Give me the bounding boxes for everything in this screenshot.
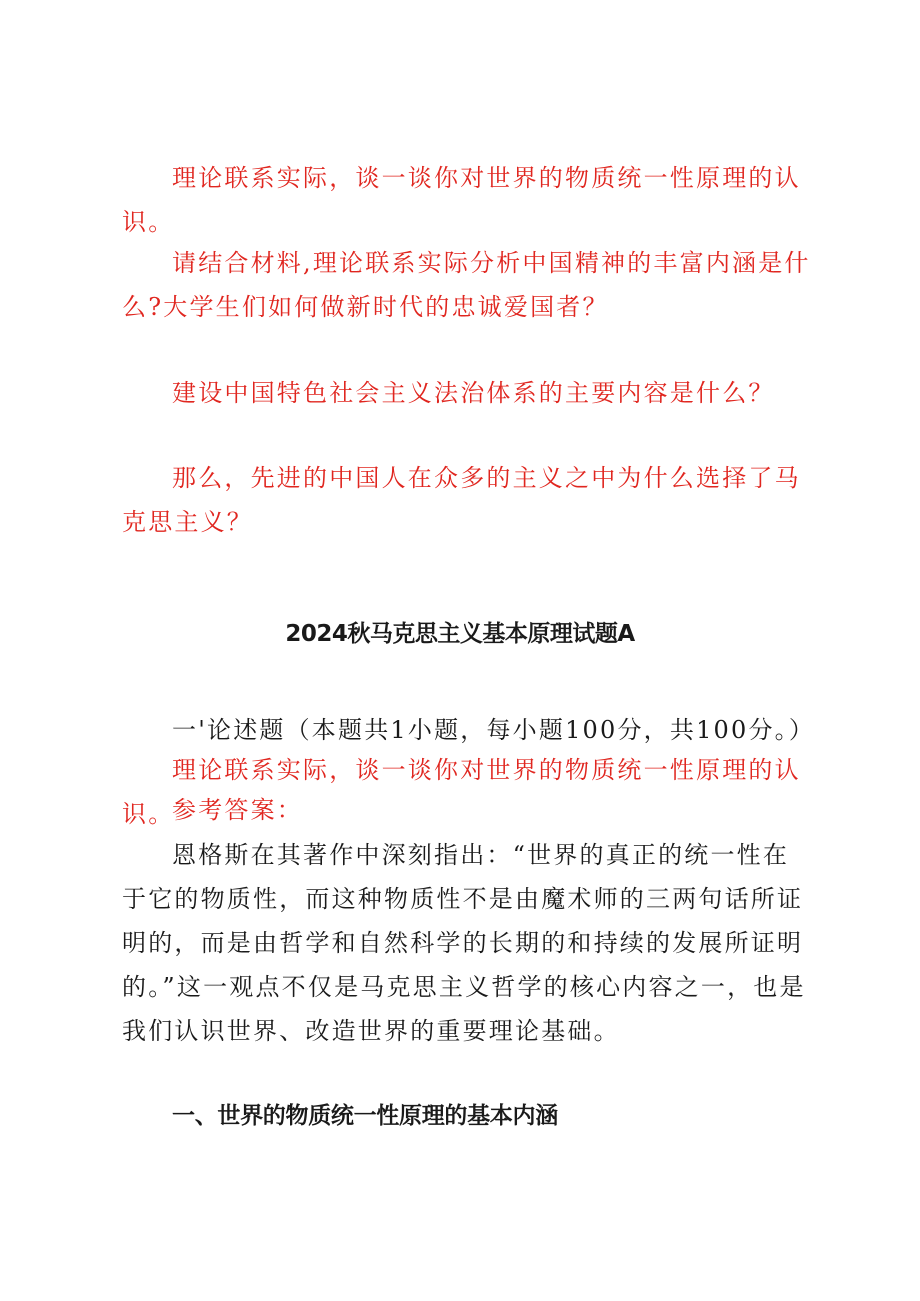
question-3: 建设中国特色社会主义法治体系的主要内容是什么？: [172, 379, 775, 407]
exam-title: 2024秋马克思主义基本原理试题A: [285, 621, 635, 647]
answer-paragraph: 恩格斯在其著作中深刻指出：“世界的真正的统一性在于它的物质性，而这种物质性不是由魔术师的三两句话所证明的，而是由哲学和自然科学的长期的和持续的发展所证明的。”这一观点不仅是马克思主义哲学的核心内容之一，也是我们认识世界、改造世界的重要理论基础。: [122, 841, 806, 1045]
question-text: 理论联系实际，谈一谈你对世界的物质统一性原理的认识。: [122, 756, 801, 828]
question-4: 那么，先进的中国人在众多的主义之中为什么选择了马克思主义？: [122, 464, 801, 536]
subheading: 一、世界的物质统一性原理的基本内涵: [172, 1103, 558, 1129]
question-2: 请结合材料,理论联系实际分析中国精神的丰富内涵是什么?大学生们如何做新时代的忠诚爱国者？: [122, 249, 811, 321]
section-label: 一'论述题（本题共1小题，每小题100分，共100分。）: [172, 716, 816, 744]
question-1: 理论联系实际，谈一谈你对世界的物质统一性原理的认识。: [122, 164, 801, 236]
answer-label: 参考答案：: [172, 796, 303, 824]
